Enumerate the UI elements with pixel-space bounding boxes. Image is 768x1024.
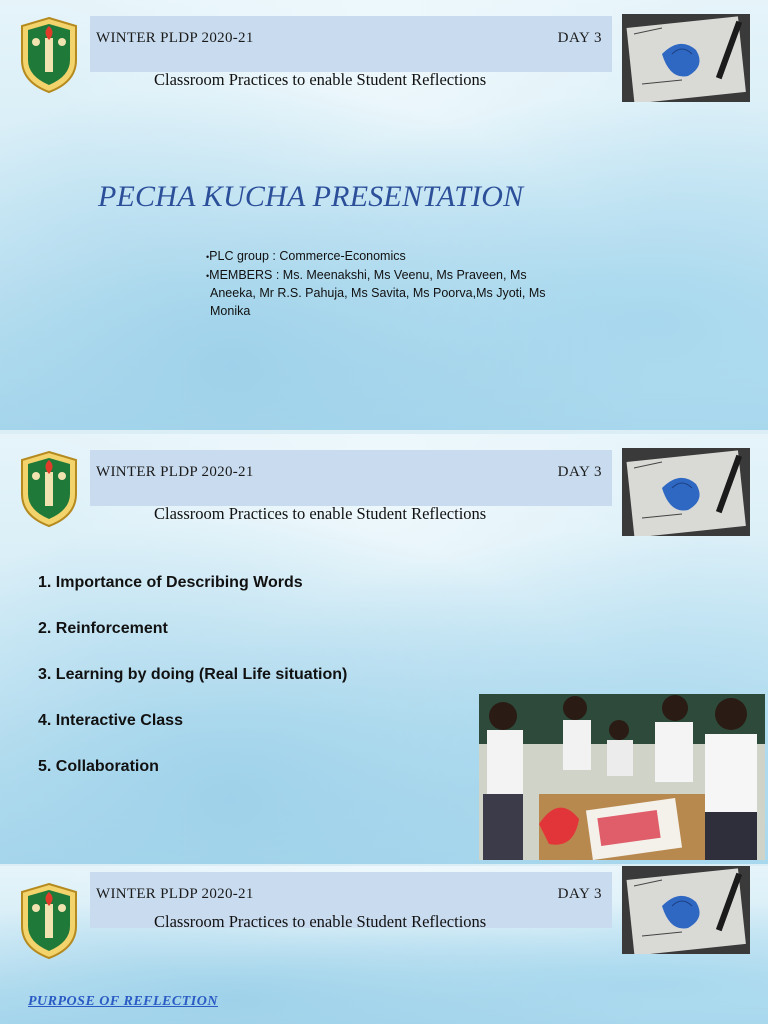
day-label: DAY 3 [557,464,602,480]
day-label: DAY 3 [557,886,602,902]
program-label: WINTER PLDP 2020-21 [96,30,254,46]
header-band [90,450,612,506]
list-item: 2. Reinforcement [38,620,168,637]
purpose-heading: PURPOSE OF REFLECTION [28,994,218,1009]
list-item: 4. Interactive Class [38,712,183,729]
slide-subtitle: Classroom Practices to enable Student Reflections [154,504,487,523]
slide-3 [0,866,768,1024]
bullet-members: •MEMBERS : Ms. Meenakshi, Ms Veenu, Ms Praveen, Ms [206,267,527,282]
day-label: DAY 3 [557,30,602,46]
school-logo-icon [18,450,80,528]
list-item: 3. Learning by doing (Real Life situation) [38,666,348,683]
program-label: WINTER PLDP 2020-21 [96,886,254,902]
crumpled-paper-photo [622,14,750,102]
program-label: WINTER PLDP 2020-21 [96,464,254,480]
slide-subtitle: Classroom Practices to enable Student Reflections [154,912,487,931]
presentation-title: PECHA KUCHA PRESENTATION [98,180,524,213]
slide-2 [0,434,768,864]
group-details [206,248,576,320]
list-item: 1. Importance of Describing Words [38,574,303,591]
members-line-3: Monika [210,303,251,318]
members-line-2: Aneeka, Mr R.S. Pahuja, Ms Savita, Ms Poorva,Ms Jyoti, Ms [210,286,546,300]
slide-1 [0,0,768,430]
classroom-photo [479,694,765,860]
header-band [90,16,612,72]
bullet-plc-group: •PLC group : Commerce-Economics [206,249,406,263]
school-logo-icon [18,16,80,94]
school-logo-icon [18,882,80,960]
list-item: 5. Collaboration [38,758,159,775]
crumpled-paper-photo [622,866,750,954]
slide-subtitle: Classroom Practices to enable Student Reflections [154,70,487,89]
crumpled-paper-photo [622,448,750,536]
